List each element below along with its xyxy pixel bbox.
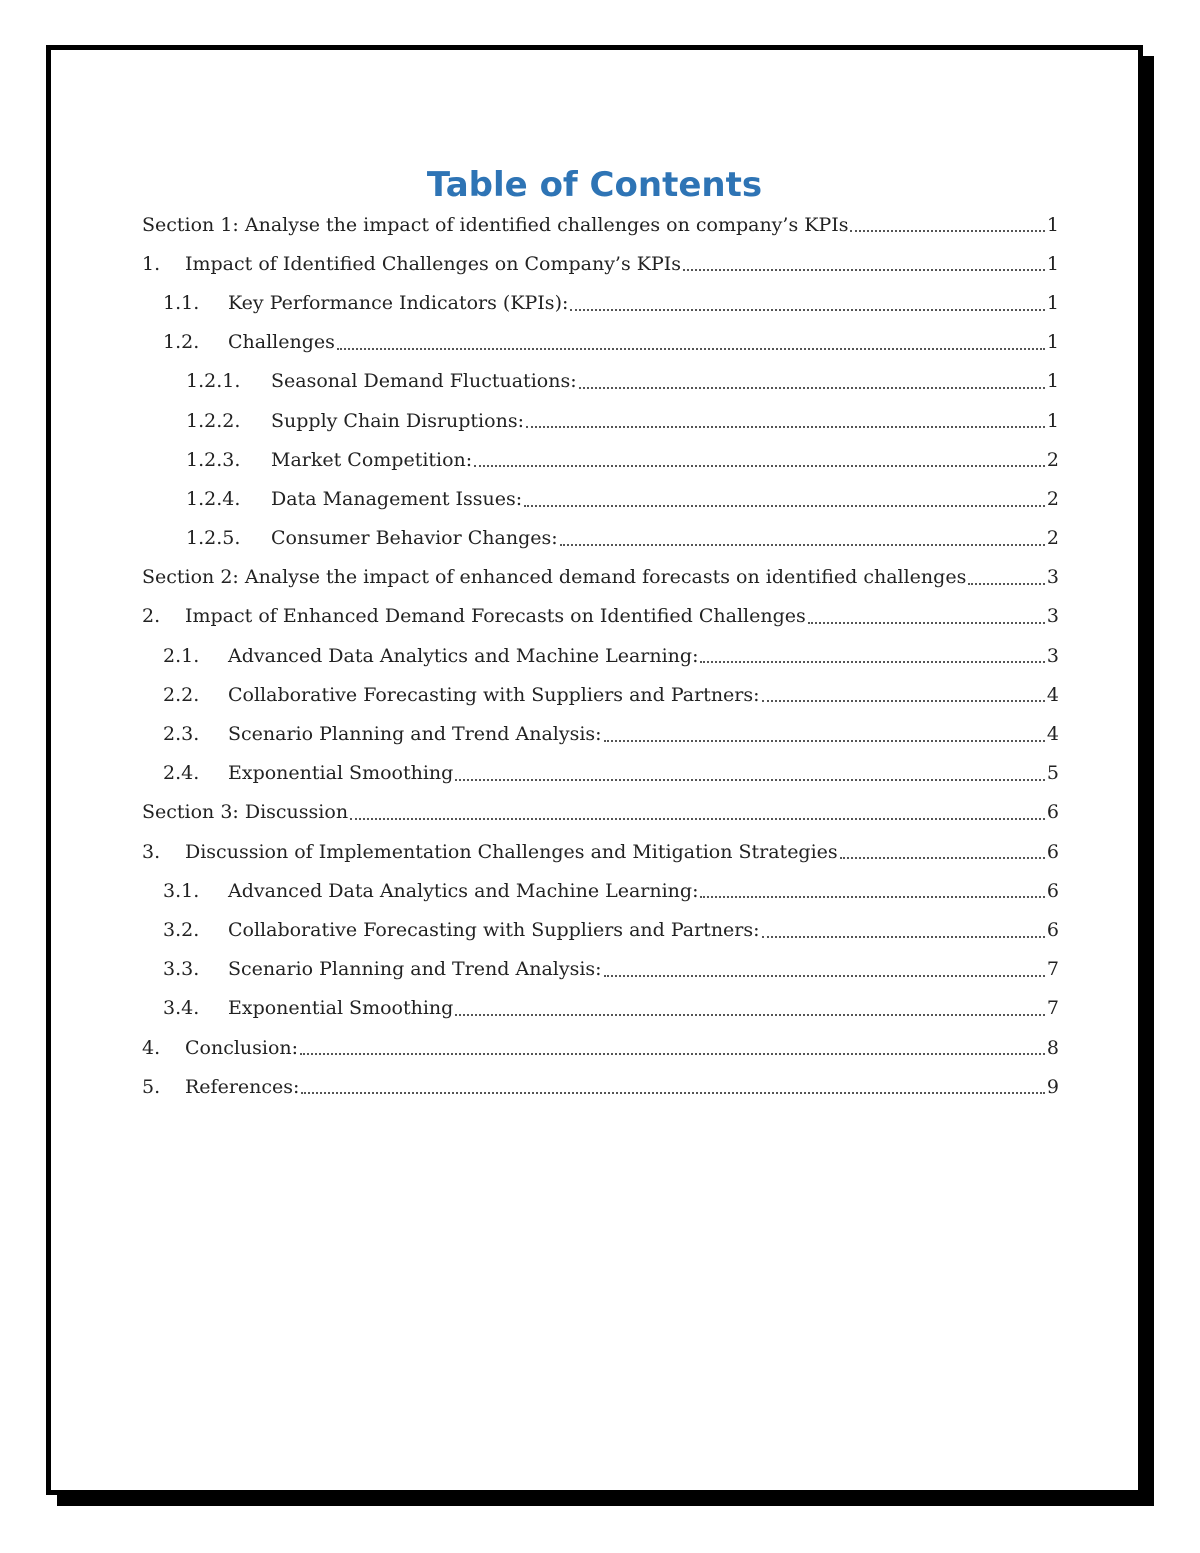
toc-entry-page-number: 2 bbox=[1046, 487, 1059, 510]
toc-entry[interactable] bbox=[142, 205, 1059, 244]
toc-entry-page-number: 6 bbox=[1046, 879, 1059, 902]
toc-dot-leader bbox=[840, 838, 1045, 859]
toc-entry-number: 1.2.1. bbox=[186, 370, 241, 393]
toc-entry-text: Supply Chain Disruptions: bbox=[271, 409, 524, 432]
toc-entry-page-number: 3 bbox=[1046, 566, 1059, 589]
toc-entry-page-number: 1 bbox=[1046, 213, 1059, 236]
toc-entry-text: Impact of Enhanced Demand Forecasts on Identified Challenges bbox=[185, 605, 806, 628]
toc-entry-number: 5. bbox=[142, 1075, 161, 1098]
toc-dot-leader bbox=[474, 446, 1045, 467]
toc-dot-leader bbox=[604, 956, 1045, 977]
toc-dot-leader bbox=[700, 877, 1044, 898]
toc-entry-page-number: 6 bbox=[1046, 840, 1059, 863]
toc-dot-leader bbox=[350, 799, 1045, 820]
toc-entry-text: Section 3: Discussion bbox=[142, 801, 349, 824]
toc-entry-text: Conclusion: bbox=[185, 1036, 299, 1059]
toc-entry[interactable] bbox=[142, 244, 1059, 283]
toc-dot-leader bbox=[762, 917, 1045, 938]
toc-entry-page-number: 6 bbox=[1046, 801, 1059, 824]
toc-entry-page-number: 7 bbox=[1046, 997, 1059, 1020]
toc-entry-number: 1.1. bbox=[163, 291, 200, 314]
toc-dot-leader bbox=[808, 603, 1045, 624]
toc-entry[interactable] bbox=[142, 323, 1059, 362]
toc-entry[interactable] bbox=[142, 283, 1059, 322]
toc-entry-text: Challenges bbox=[228, 331, 335, 354]
toc-entry[interactable] bbox=[142, 793, 1059, 832]
toc-entry-page-number: 3 bbox=[1046, 644, 1059, 667]
toc-entry[interactable] bbox=[142, 558, 1059, 597]
toc-entry[interactable] bbox=[142, 597, 1059, 636]
toc-entry-number: 4. bbox=[142, 1036, 161, 1059]
toc-entry-page-number: 4 bbox=[1046, 683, 1059, 706]
toc-entry-page-number: 1 bbox=[1046, 370, 1059, 393]
toc-entry-text: Scenario Planning and Trend Analysis: bbox=[228, 723, 602, 746]
toc-dot-leader bbox=[526, 407, 1045, 428]
toc-entry[interactable] bbox=[142, 519, 1059, 558]
toc-entry-number: 3.1. bbox=[163, 879, 200, 902]
toc-entry-text: Advanced Data Analytics and Machine Learning: bbox=[228, 644, 699, 667]
toc-dot-leader bbox=[455, 995, 1045, 1016]
toc-entry-text: Collaborative Forecasting with Suppliers and Partners: bbox=[228, 918, 760, 941]
toc-entry-text: Key Performance Indicators (KPIs): bbox=[228, 291, 569, 314]
toc-dot-leader bbox=[524, 486, 1045, 507]
toc-entry[interactable] bbox=[142, 479, 1059, 518]
toc-entry[interactable] bbox=[142, 440, 1059, 479]
toc-entry-page-number: 1 bbox=[1046, 409, 1059, 432]
toc-entry-page-number: 4 bbox=[1046, 723, 1059, 746]
toc-dot-leader bbox=[604, 721, 1045, 742]
toc-entry[interactable] bbox=[142, 832, 1059, 871]
toc-entry[interactable] bbox=[142, 714, 1059, 753]
toc-entry[interactable] bbox=[142, 1028, 1059, 1067]
toc-dot-leader bbox=[850, 211, 1044, 232]
toc-entry-page-number: 2 bbox=[1046, 448, 1059, 471]
toc-entry-text: Section 1: Analyse the impact of identified challenges on company’s KPIs bbox=[142, 213, 849, 236]
toc-entry[interactable] bbox=[142, 754, 1059, 793]
toc-entry-text: Impact of Identified Challenges on Company’s KPIs bbox=[185, 252, 681, 275]
toc-dot-leader bbox=[337, 329, 1045, 350]
toc-dot-leader bbox=[968, 564, 1045, 585]
toc-entry-number: 2.4. bbox=[163, 762, 200, 785]
toc-entry-page-number: 3 bbox=[1046, 605, 1059, 628]
toc-entry-page-number: 7 bbox=[1046, 958, 1059, 981]
toc-entry-number: 1.2.5. bbox=[186, 527, 241, 550]
table-of-contents bbox=[142, 205, 1059, 1106]
toc-entry-text: References: bbox=[185, 1075, 300, 1098]
toc-dot-leader bbox=[560, 525, 1045, 546]
toc-entry-text: Collaborative Forecasting with Suppliers and Partners: bbox=[228, 683, 760, 706]
toc-entry-page-number: 5 bbox=[1046, 762, 1059, 785]
toc-entry-page-number: 9 bbox=[1046, 1075, 1059, 1098]
toc-entry[interactable] bbox=[142, 675, 1059, 714]
toc-entry-text: Discussion of Implementation Challenges and Mitigation Strategies bbox=[185, 840, 838, 863]
toc-entry-number: 1.2.4. bbox=[186, 487, 241, 510]
toc-entry-number: 2. bbox=[142, 605, 161, 628]
toc-dot-leader bbox=[683, 250, 1045, 271]
toc-entry-number: 1.2. bbox=[163, 331, 200, 354]
toc-entry-number: 1. bbox=[142, 252, 161, 275]
toc-entry-number: 3. bbox=[142, 840, 161, 863]
toc-entry[interactable] bbox=[142, 910, 1059, 949]
toc-entry-text: Market Competition: bbox=[271, 448, 473, 471]
toc-entry[interactable] bbox=[142, 950, 1059, 989]
toc-entry-number: 2.2. bbox=[163, 683, 200, 706]
toc-entry-page-number: 6 bbox=[1046, 918, 1059, 941]
toc-dot-leader bbox=[579, 368, 1045, 389]
toc-entry-number: 3.3. bbox=[163, 958, 200, 981]
toc-entry-number: 2.3. bbox=[163, 723, 200, 746]
toc-entry[interactable] bbox=[142, 636, 1059, 675]
toc-entry-page-number: 1 bbox=[1046, 331, 1059, 354]
toc-title: Table of Contents bbox=[426, 165, 763, 205]
toc-entry-text: Seasonal Demand Fluctuations: bbox=[271, 370, 577, 393]
toc-entry-text: Scenario Planning and Trend Analysis: bbox=[228, 958, 602, 981]
toc-entry-number: 3.2. bbox=[163, 918, 200, 941]
toc-dot-leader bbox=[762, 681, 1045, 702]
toc-entry-text: Data Management Issues: bbox=[271, 487, 523, 510]
toc-dot-leader bbox=[300, 1034, 1045, 1055]
toc-entry-text: Consumer Behavior Changes: bbox=[271, 527, 558, 550]
toc-dot-leader bbox=[301, 1073, 1044, 1094]
toc-entry-page-number: 1 bbox=[1046, 252, 1059, 275]
toc-dot-leader bbox=[570, 290, 1045, 311]
toc-entry[interactable] bbox=[142, 1067, 1059, 1106]
toc-entry-number: 1.2.3. bbox=[186, 448, 241, 471]
toc-entry-number: 3.4. bbox=[163, 997, 200, 1020]
toc-entry-number: 1.2.2. bbox=[186, 409, 241, 432]
toc-dot-leader bbox=[700, 642, 1044, 663]
toc-entry-text: Exponential Smoothing bbox=[228, 762, 454, 785]
toc-entry-text: Section 2: Analyse the impact of enhanced demand forecasts on identified challenges bbox=[142, 566, 967, 589]
toc-entry-page-number: 1 bbox=[1046, 291, 1059, 314]
toc-entry[interactable] bbox=[142, 401, 1059, 440]
toc-entry[interactable] bbox=[142, 989, 1059, 1028]
toc-entry-text: Advanced Data Analytics and Machine Learning: bbox=[228, 879, 699, 902]
toc-dot-leader bbox=[455, 760, 1045, 781]
toc-entry-page-number: 8 bbox=[1046, 1036, 1059, 1059]
toc-entry-number: 2.1. bbox=[163, 644, 200, 667]
toc-entry[interactable] bbox=[142, 871, 1059, 910]
toc-entry[interactable] bbox=[142, 362, 1059, 401]
toc-entry-text: Exponential Smoothing bbox=[228, 997, 454, 1020]
toc-entry-page-number: 2 bbox=[1046, 527, 1059, 550]
